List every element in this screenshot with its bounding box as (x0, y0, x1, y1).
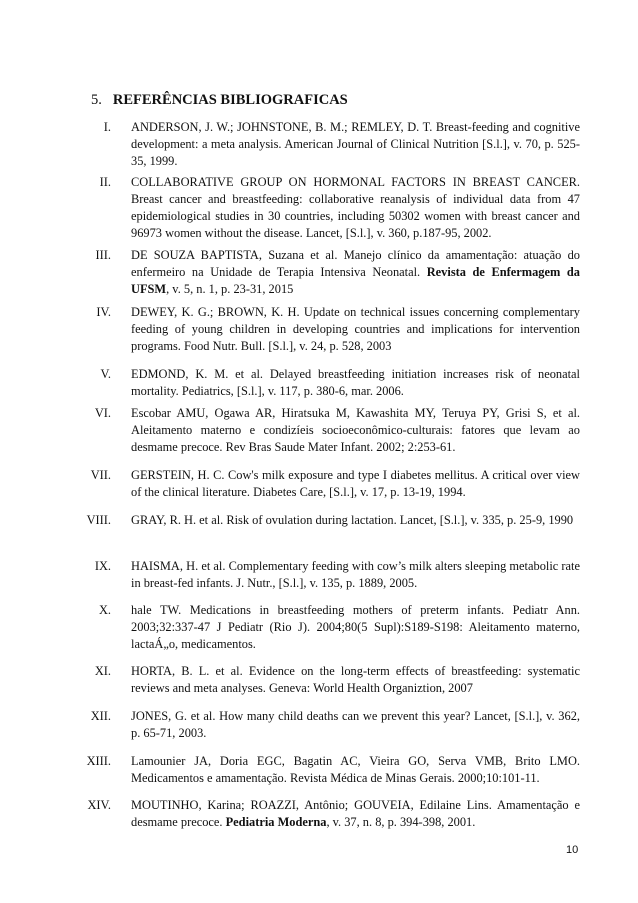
reference-text: MOUTINHO, Karina; ROAZZI, Antônio; GOUVEIA, Edilaine Lins. Amamentação e desmame precoce. Pediatria Moderna, v. 37, n. 8, p. 394-398, 2001. (131, 798, 580, 829)
reference-number: II. (99, 175, 111, 189)
reference-item (60, 602, 580, 653)
reference-number: V. (100, 367, 111, 381)
reference-item (60, 558, 580, 592)
reference-item (60, 247, 580, 298)
reference-text: HAISMA, H. et al. Complementary feeding with cow’s milk alters sleeping metabolic rate in breast-fed infants. J. Nutr., [S.l.], v. 135, p. 1889, 2005. (131, 559, 580, 590)
page-number: 10 (566, 844, 579, 856)
reference-number: I. (103, 120, 111, 134)
reference-number: XIII. (86, 754, 111, 768)
reference-number: VII. (90, 468, 111, 482)
reference-item (60, 366, 580, 400)
reference-item (60, 304, 580, 355)
section-heading (91, 92, 348, 109)
reference-item (60, 512, 580, 529)
reference-number: VI. (94, 406, 111, 420)
reference-item (60, 797, 580, 831)
reference-item (60, 663, 580, 697)
reference-number: XI. (94, 664, 111, 678)
reference-item (60, 753, 580, 787)
reference-text: JONES, G. et al. How many child deaths can we prevent this year? Lancet, [S.l.], v. 362, p. 65-71, 2003. (131, 709, 580, 740)
reference-number: IX. (94, 559, 111, 573)
reference-text: ANDERSON, J. W.; JOHNSTONE, B. M.; REMLEY, D. T. Breast-feeding and cognitive development: a meta analysis. American Journal of Clinical Nutrition [S.l.], v. 70, p. 525-35, 1999. (131, 120, 580, 168)
reference-number: X. (98, 603, 111, 617)
reference-text: DEWEY, K. G.; BROWN, K. H. Update on technical issues concerning complementary feeding of young children in developing countries and implications for intervention programs. Food Nutr. Bull. [S.l.], v. 24, p. 528, 2003 (131, 305, 580, 353)
reference-item (60, 405, 580, 456)
reference-number: VIII. (86, 513, 111, 527)
reference-item (60, 467, 580, 501)
reference-text: EDMOND, K. M. et al. Delayed breastfeeding initiation increases risk of neonatal mortality. Pediatrics, [S.l.], v. 117, p. 380-6, mar. 2006. (131, 367, 580, 398)
section-title: REFERÊNCIAS BIBLIOGRAFICAS (112, 92, 348, 108)
reference-text: Escobar AMU, Ogawa AR, Hiratsuka M, Kawashita MY, Teruya PY, Grisi S, et al. Aleitamento materno e condizíeis socioeconômico-culturais: fatores que levam ao desmame precoce. Rev Bras Saude Mater Infant. 2002; 2:253-61. (131, 406, 580, 454)
reference-text: hale TW. Medications in breastfeeding mothers of preterm infants. Pediatr Ann. 2003;32:337-47 J Pediatr (Rio J). 2004;80(5 Supl):S189-S198: Aleitamento materno, lactaÁ„o, medicamentos. (131, 603, 580, 651)
reference-text: GRAY, R. H. et al. Risk of ovulation during lactation. Lancet, [S.l.], v. 335, p. 25-9, 1990 (131, 513, 574, 527)
reference-text: HORTA, B. L. et al. Evidence on the long-term effects of breastfeeding: systematic reviews and meta analyses. Geneva: World Health Organiztion, 2007 (131, 664, 580, 695)
reference-text: GERSTEIN, H. C. Cow's milk exposure and type I diabetes mellitus. A critical over view of the clinical literature. Diabetes Care, [S.l.], v. 17, p. 13-19, 1994. (131, 468, 580, 499)
section-number: 5. (91, 92, 102, 108)
reference-number: III. (95, 248, 111, 262)
reference-text: Lamounier JA, Doria EGC, Bagatin AC, Vieira GO, Serva VMB, Brito LMO. Medicamentos e amamentação. Revista Médica de Minas Gerais. 2000;10:101-11. (131, 754, 580, 785)
reference-number: XII. (90, 709, 111, 723)
reference-number: XIV. (87, 798, 111, 812)
reference-text: DE SOUZA BAPTISTA, Suzana et al. Manejo clínico da amamentação: atuação do enfermeiro na Unidade de Terapia Intensiva Neonatal. Revista de Enfermagem da UFSM, v. 5, n. 1, p. 23-31, 2015 (131, 248, 580, 296)
reference-item (60, 174, 580, 242)
reference-number: IV. (96, 305, 111, 319)
reference-text: COLLABORATIVE GROUP ON HORMONAL FACTORS IN BREAST CANCER. Breast cancer and breastfeeding: collaborative reanalysis of individual data from 47 epidemiological studies in 30 countries, including 50302 women with breast cancer and 96973 women without the disease. Lancet, [S.l.], v. 360, p.187-95, 2002. (131, 175, 580, 240)
reference-item (60, 708, 580, 742)
reference-item (60, 119, 580, 170)
